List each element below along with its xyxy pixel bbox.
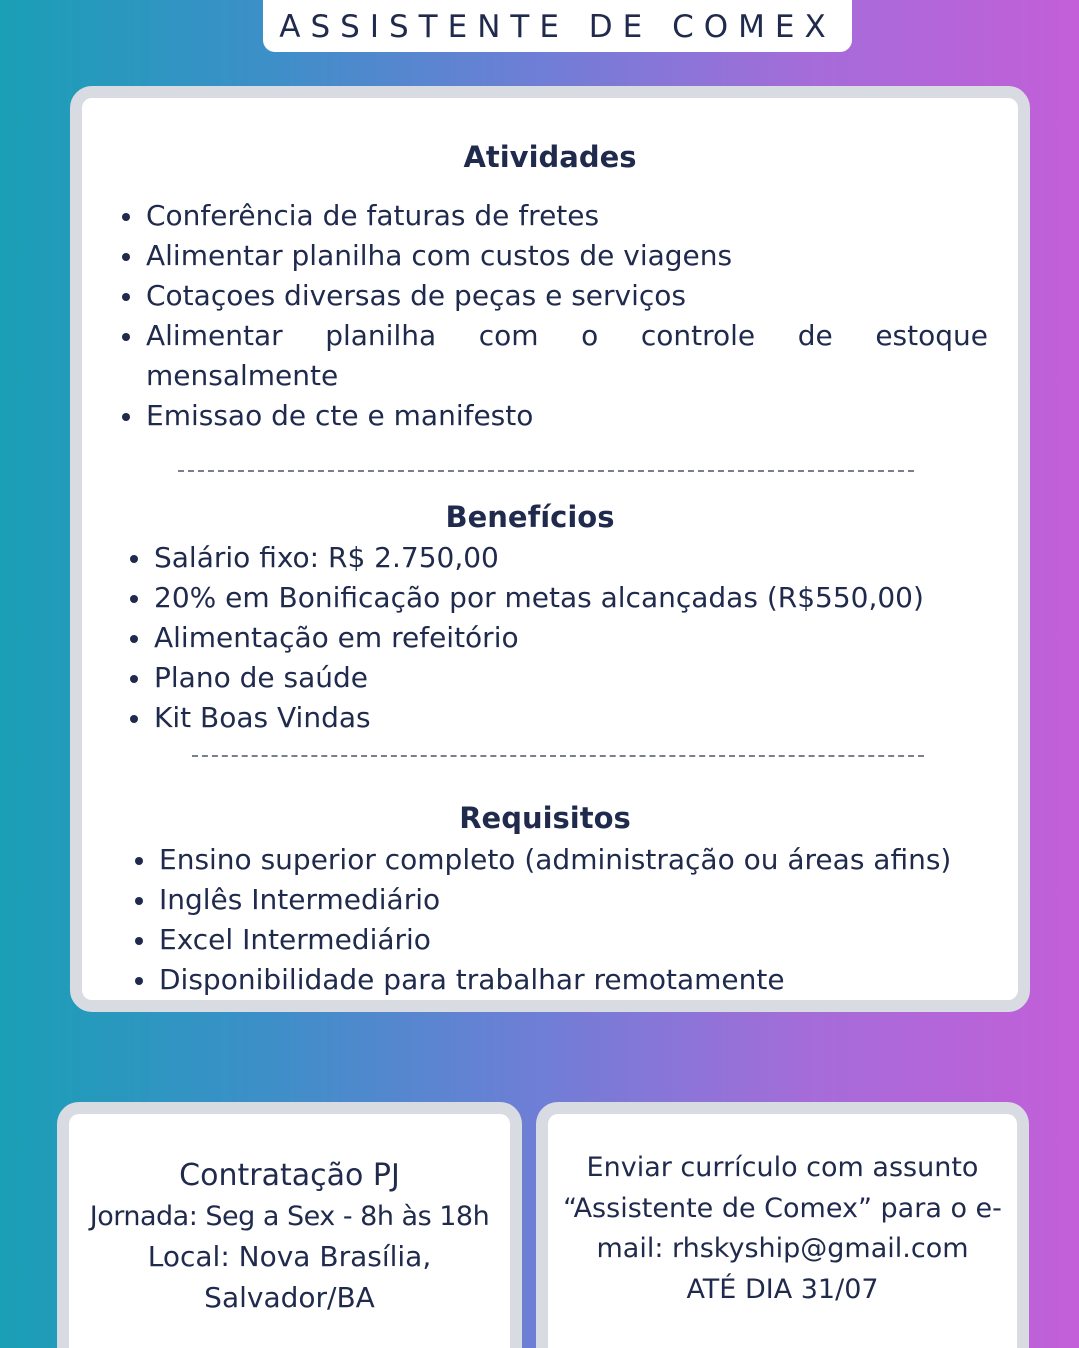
contract-info-text [69, 1156, 510, 1318]
work-city: Salvador/BA [204, 1280, 375, 1314]
list-item: Excel Intermediário [133, 920, 993, 960]
application-instruction: Enviar currículo com assunto [586, 1152, 979, 1183]
list-item: Cotaçoes diversas de peças e serviços [120, 276, 988, 316]
application-info-text [548, 1148, 1017, 1310]
page-title: ASSISTENTE DE COMEX [279, 9, 836, 45]
work-location: Local: Nova Brasília, [147, 1240, 432, 1273]
atividades-heading: Atividades [463, 140, 637, 174]
title-banner [263, 0, 852, 52]
job-details-card [70, 86, 1030, 1012]
section-divider [192, 755, 924, 757]
list-item: Ensino superior completo (administração ou áreas afins) [133, 840, 993, 880]
beneficios-list [128, 538, 988, 738]
application-info-card [536, 1102, 1029, 1348]
application-subject: “Assistente de Comex” para o e- [563, 1192, 1002, 1224]
list-item: Kit Boas Vindas [128, 698, 988, 738]
requisitos-heading: Requisitos [459, 801, 631, 835]
list-item: Alimentar planilha com o controle de estoque mensalmente [120, 316, 988, 396]
beneficios-heading: Benefícios [445, 500, 615, 534]
section-divider [178, 470, 914, 472]
list-item: Conferência de faturas de fretes [120, 196, 988, 236]
contract-info-card [57, 1102, 522, 1348]
requisitos-list [133, 840, 993, 1000]
atividades-list [120, 196, 988, 436]
work-schedule: Jornada: Seg a Sex - 8h às 18h [89, 1200, 490, 1232]
list-item: Inglês Intermediário [133, 880, 993, 920]
list-item: Alimentar planilha com custos de viagens [120, 236, 988, 276]
list-item: Salário fixo: R$ 2.750,00 [128, 538, 988, 578]
list-item: Plano de saúde [128, 658, 988, 698]
list-item: Emissao de cte e manifesto [120, 396, 988, 436]
contract-type: Contratação PJ [179, 1158, 400, 1193]
list-item: 20% em Bonificação por metas alcançadas (R$550,00) [128, 578, 988, 618]
application-email[interactable]: mail: rhskyship@gmail.com [596, 1233, 969, 1264]
application-deadline: ATÉ DIA 31/07 [686, 1273, 879, 1305]
list-item: Alimentação em refeitório [128, 618, 988, 658]
list-item: Disponibilidade para trabalhar remotamente [133, 960, 993, 1000]
